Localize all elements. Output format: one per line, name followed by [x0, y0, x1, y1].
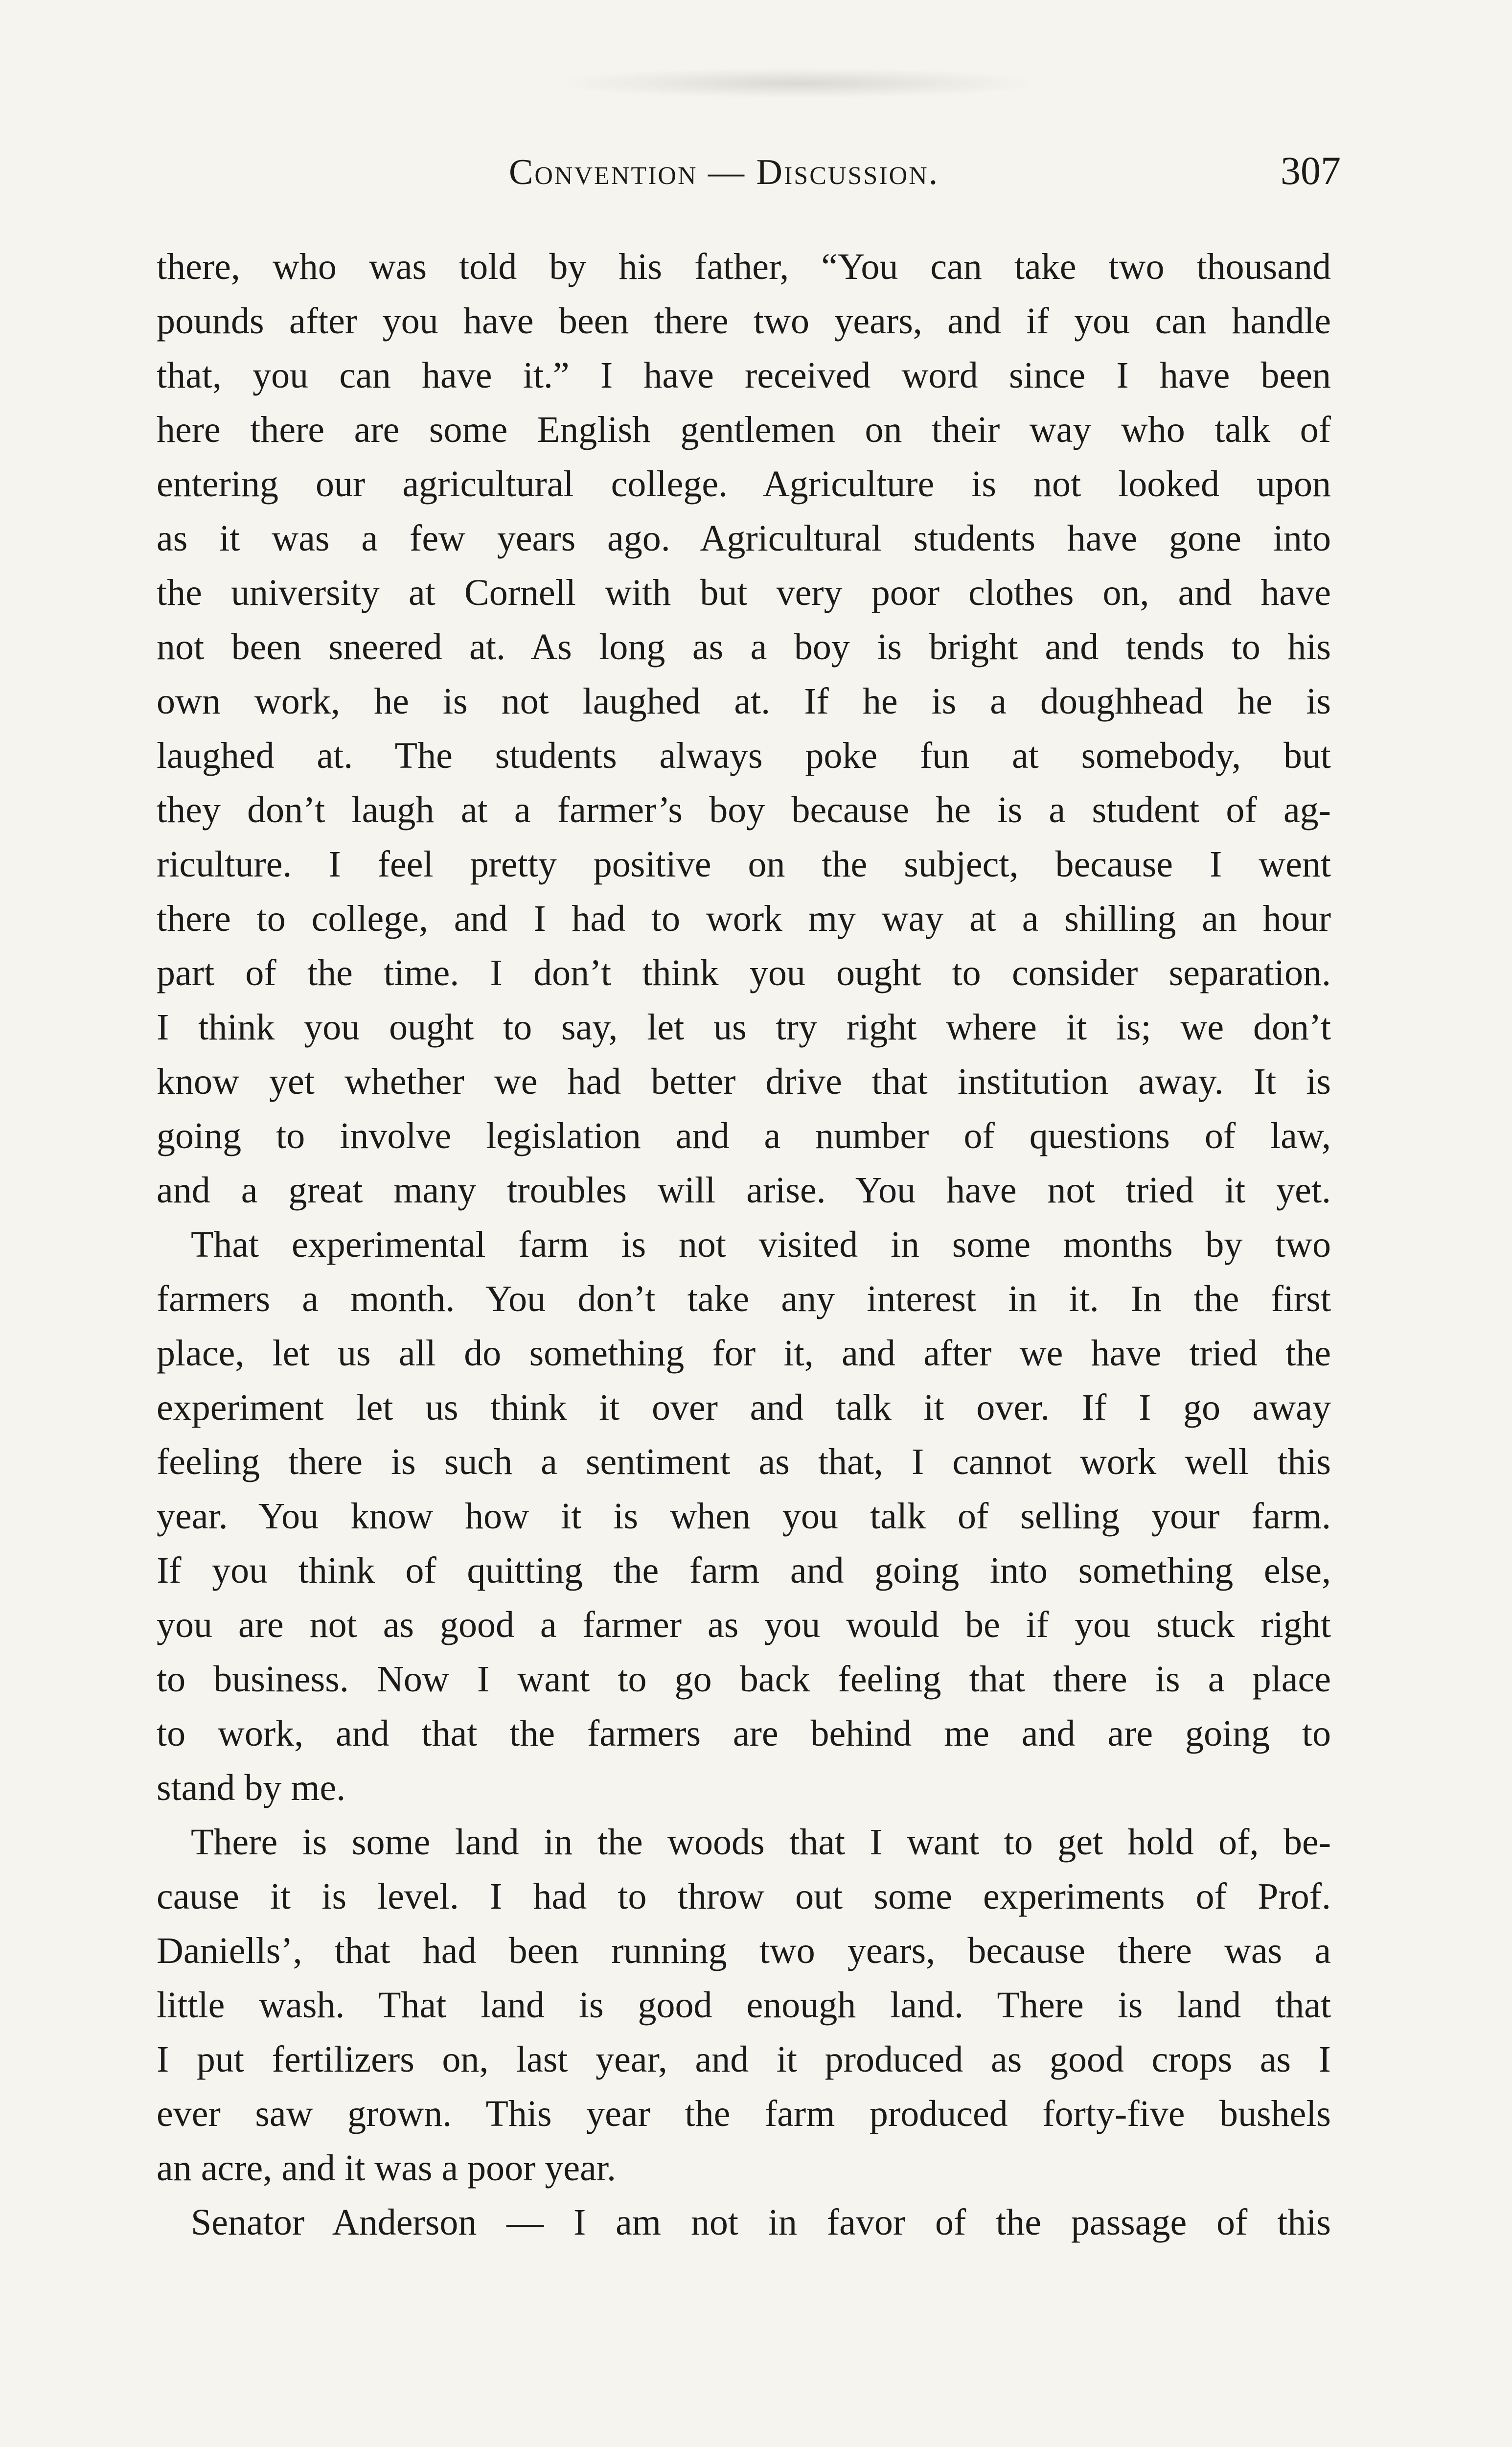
- text-line: an acre, and it was a poor year.: [157, 2147, 617, 2189]
- text-line: I put fertilizers on, last year, and it produced as good crops as I: [157, 2039, 1331, 2080]
- text-line: you are not as good a farmer as you would be if you stuck right: [157, 1604, 1331, 1645]
- text-line: to work, and that the farmers are behind me and are going to: [157, 1713, 1331, 1754]
- text-line: cause it is level. I had to throw out some experiments of Prof.: [157, 1876, 1331, 1917]
- text-line: not been sneered at. As long as a boy is bright and tends to his: [157, 626, 1331, 668]
- text-line: pounds after you have been there two years, and if you can handle: [157, 300, 1331, 342]
- text-line: Senator Anderson — I am not in favor of the passage of this: [191, 2202, 1331, 2243]
- text-line: there, who was told by his father, “You can take two thousand: [157, 246, 1331, 287]
- text-line: there to college, and I had to work my way at a shilling an hour: [157, 898, 1331, 939]
- text-line: ever saw grown. This year the farm produced forty-five bushels: [157, 2093, 1331, 2134]
- running-head: Convention — Discussion.: [509, 152, 939, 192]
- text-line: they don’t laugh at a farmer’s boy because he is a student of ag-: [157, 789, 1331, 831]
- text-line: own work, he is not laughed at. If he is a doughhead he is: [157, 681, 1331, 722]
- text-line: There is some land in the woods that I want to get hold of, be-: [191, 1822, 1331, 1863]
- text-line: here there are some English gentlemen on their way who talk of: [157, 409, 1331, 450]
- text-line: That experimental farm is not visited in some months by two: [191, 1224, 1331, 1265]
- page-header: [509, 142, 1341, 201]
- page-number: 307: [1281, 148, 1341, 193]
- text-line: place, let us all do something for it, and after we have tried the: [157, 1333, 1331, 1374]
- ink-smudge: [568, 69, 1028, 98]
- text-line: experiment let us think it over and talk it over. If I go away: [157, 1387, 1331, 1428]
- text-line: stand by me.: [157, 1767, 346, 1808]
- text-line: and a great many troubles will arise. You have not tried it yet.: [157, 1170, 1331, 1211]
- text-line: as it was a few years ago. Agricultural students have gone into: [157, 518, 1331, 559]
- text-line: farmers a month. You don’t take any interest in it. In the first: [157, 1278, 1331, 1319]
- text-line: If you think of quitting the farm and going into something else,: [157, 1550, 1331, 1591]
- text-line: that, you can have it.” I have received word since I have been: [157, 355, 1331, 396]
- body-text: [157, 240, 1331, 2250]
- text-line: going to involve legislation and a number of questions of law,: [157, 1115, 1331, 1156]
- text-line: I think you ought to say, let us try right where it is; we don’t: [157, 1007, 1331, 1048]
- text-line: riculture. I feel pretty positive on the subject, because I went: [157, 844, 1331, 885]
- text-line: part of the time. I don’t think you ought to consider separation.: [157, 952, 1331, 993]
- text-line: year. You know how it is when you talk of selling your farm.: [157, 1496, 1331, 1537]
- text-line: laughed at. The students always poke fun at somebody, but: [157, 735, 1331, 776]
- text-line: know yet whether we had better drive that institution away. It is: [157, 1061, 1331, 1102]
- text-line: feeling there is such a sentiment as that, I cannot work well this: [157, 1441, 1331, 1482]
- text-line: to business. Now I want to go back feeling that there is a place: [157, 1659, 1331, 1700]
- text-line: the university at Cornell with but very poor clothes on, and have: [157, 572, 1331, 613]
- text-line: entering our agricultural college. Agriculture is not looked upon: [157, 463, 1331, 505]
- text-line: little wash. That land is good enough land. There is land that: [157, 1985, 1331, 2026]
- text-line: Daniells’, that had been running two years, because there was a: [157, 1930, 1331, 1971]
